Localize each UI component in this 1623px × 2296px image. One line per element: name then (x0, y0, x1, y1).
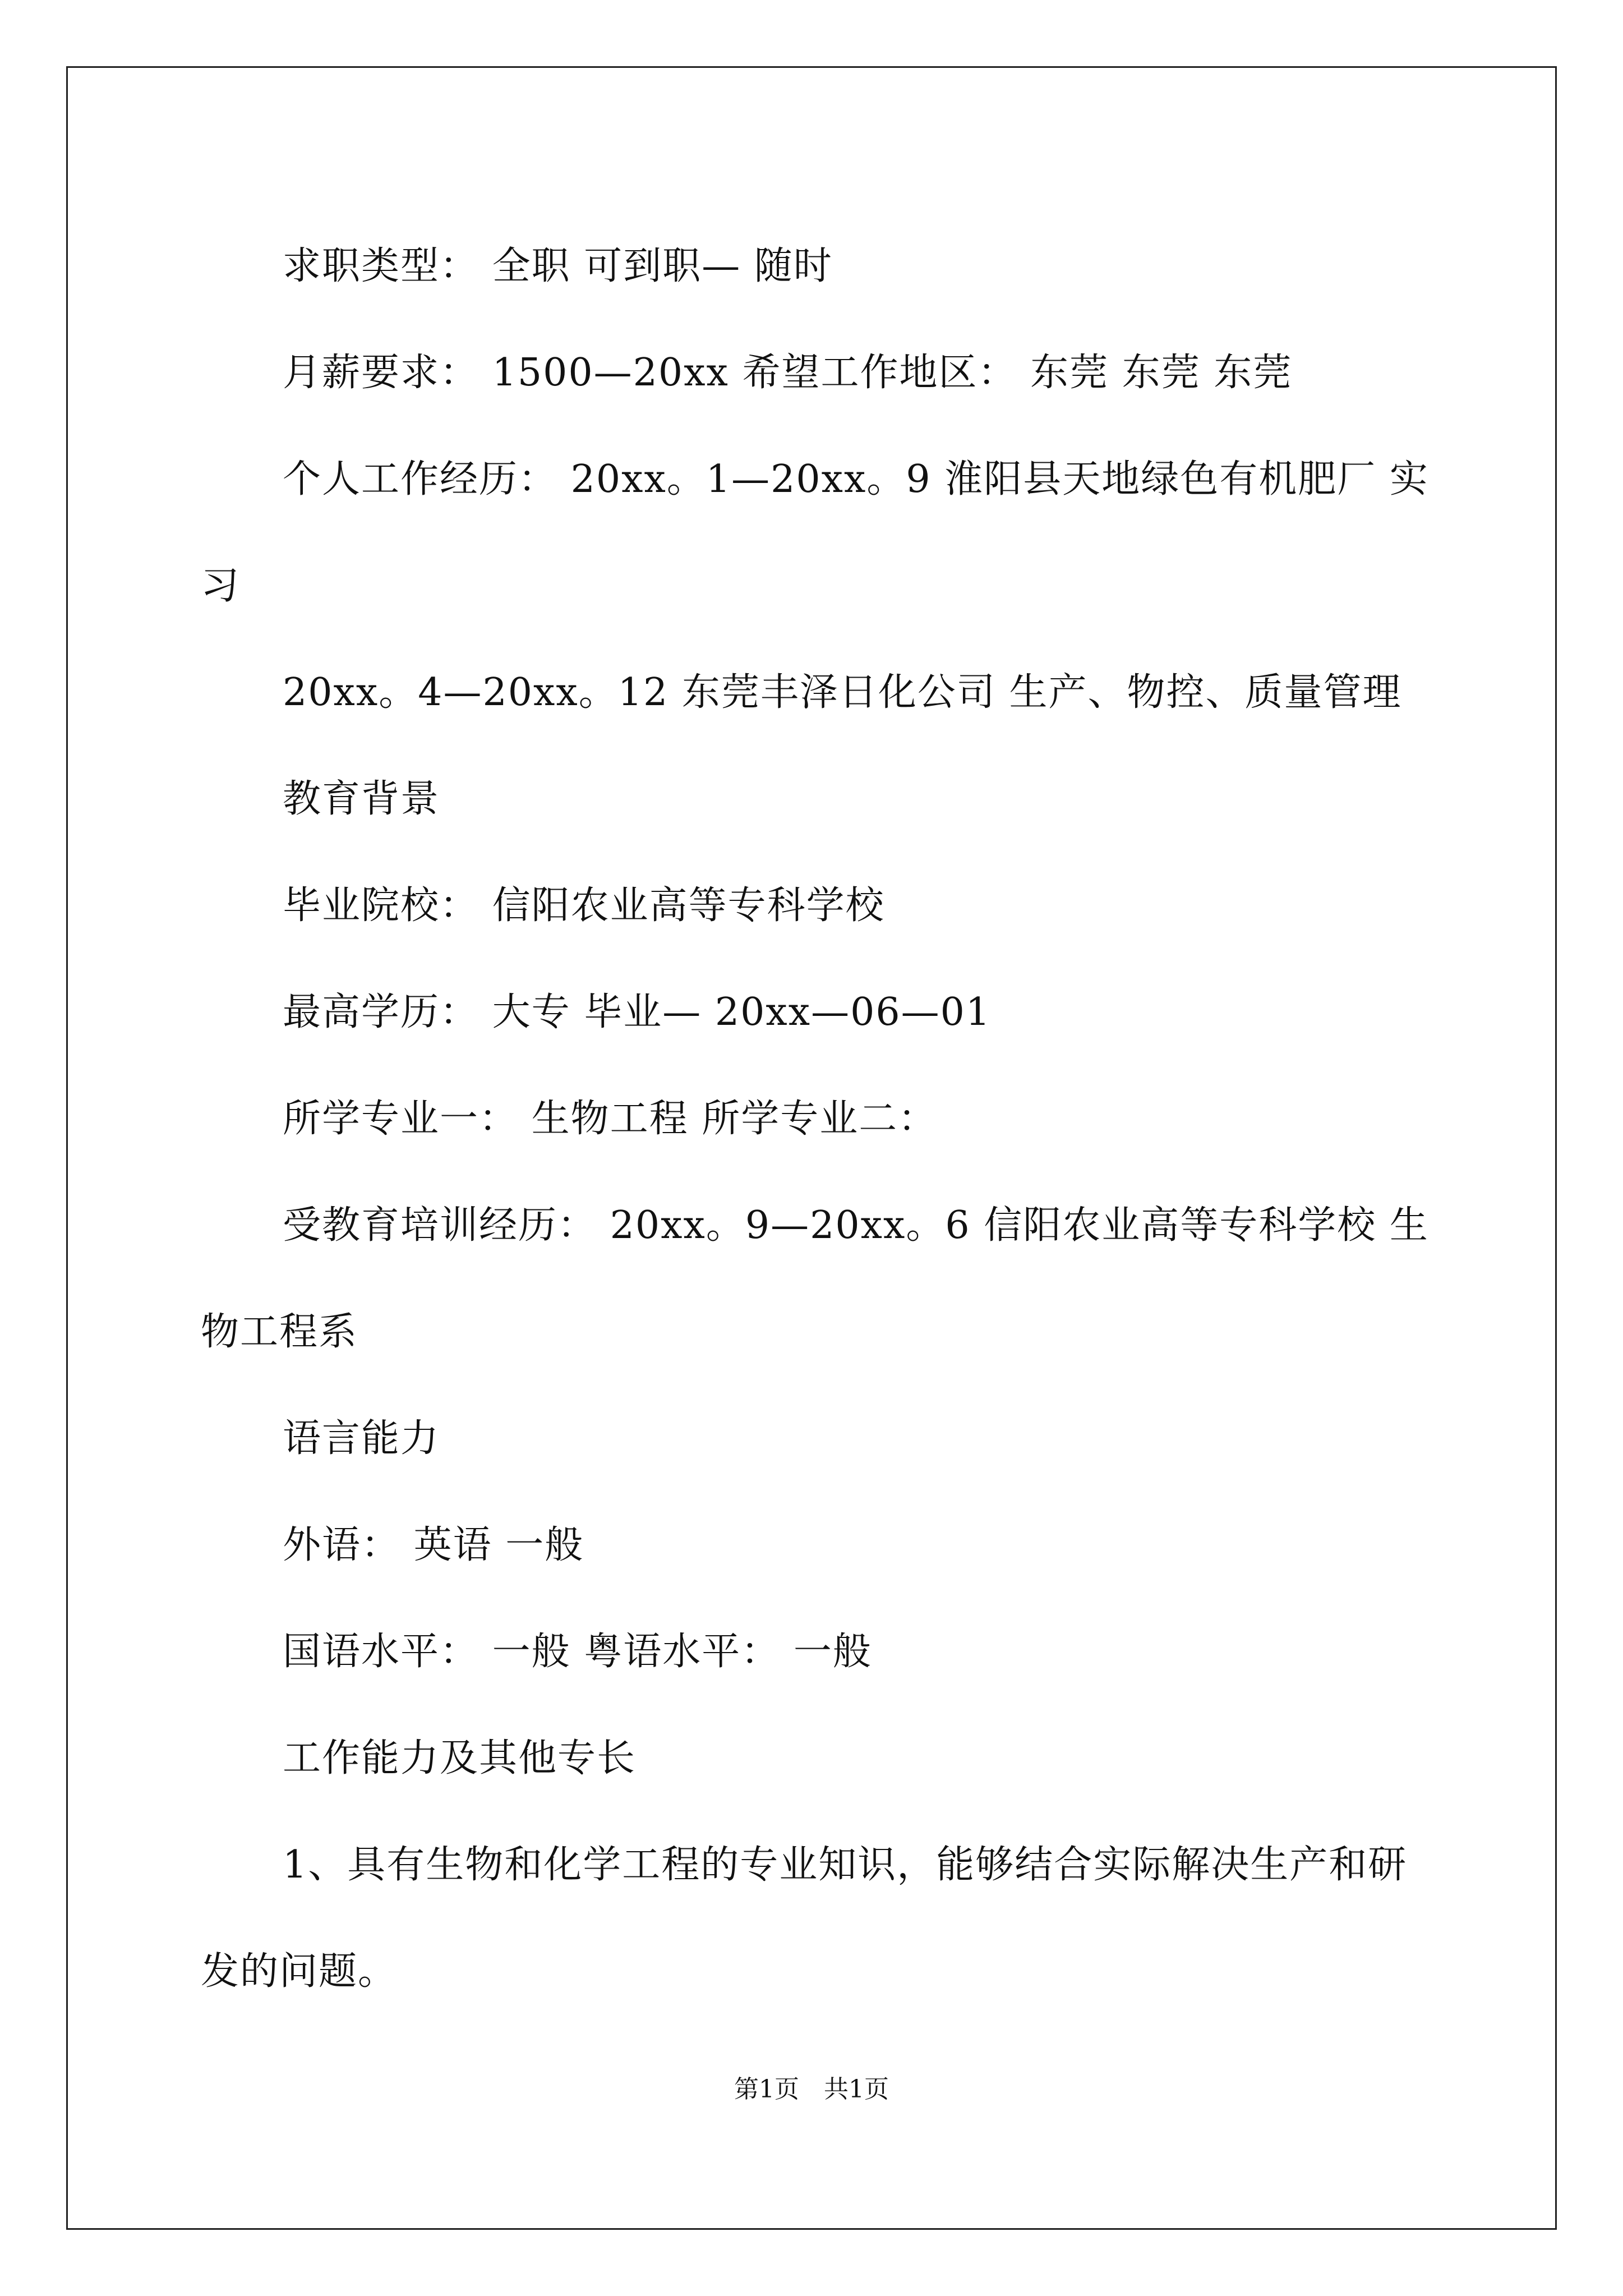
paragraph-mandarin-cantonese: 国语水平： 一般 粤语水平： 一般 (283, 1630, 872, 1674)
section-heading-education: 教育背景 (283, 777, 440, 821)
paragraph-major: 所学专业一： 生物工程 所学专业二： (283, 1097, 938, 1141)
paragraph-work-history: 个人工作经历： 20xx。1—20xx。9 淮阳县天地绿色有机肥厂 实习 (201, 457, 1429, 608)
paragraph-work-history-2: 20xx。4—20xx。12 东莞丰泽日化公司 生产、物控、质量管理 (283, 670, 1402, 715)
paragraph-job-type: 求职类型： 全职 可到职— 随时 (283, 244, 833, 288)
paragraph-school: 毕业院校： 信阳农业高等专科学校 (283, 884, 885, 928)
paragraph-salary: 月薪要求： 1500—20xx 希望工作地区： 东莞 东莞 东莞 (283, 351, 1293, 395)
paragraph-degree: 最高学历： 大专 毕业— 20xx—06—01 (283, 990, 992, 1034)
paragraph-foreign-language: 外语： 英语 一般 (283, 1523, 584, 1567)
section-heading-language: 语言能力 (283, 1416, 440, 1461)
page-footer: 第1页 共1页 (734, 2075, 889, 2104)
document-body (201, 213, 1440, 2025)
section-heading-skills: 工作能力及其他专长 (283, 1736, 637, 1780)
paragraph-training: 受教育培训经历： 20xx。9—20xx。6 信阳农业高等专科学校 生物工程系 (201, 1203, 1429, 1354)
paragraph-skill-1: 1、具有生物和化学工程的专业知识，能够结合实际解决生产和研发的问题。 (201, 1843, 1408, 1994)
